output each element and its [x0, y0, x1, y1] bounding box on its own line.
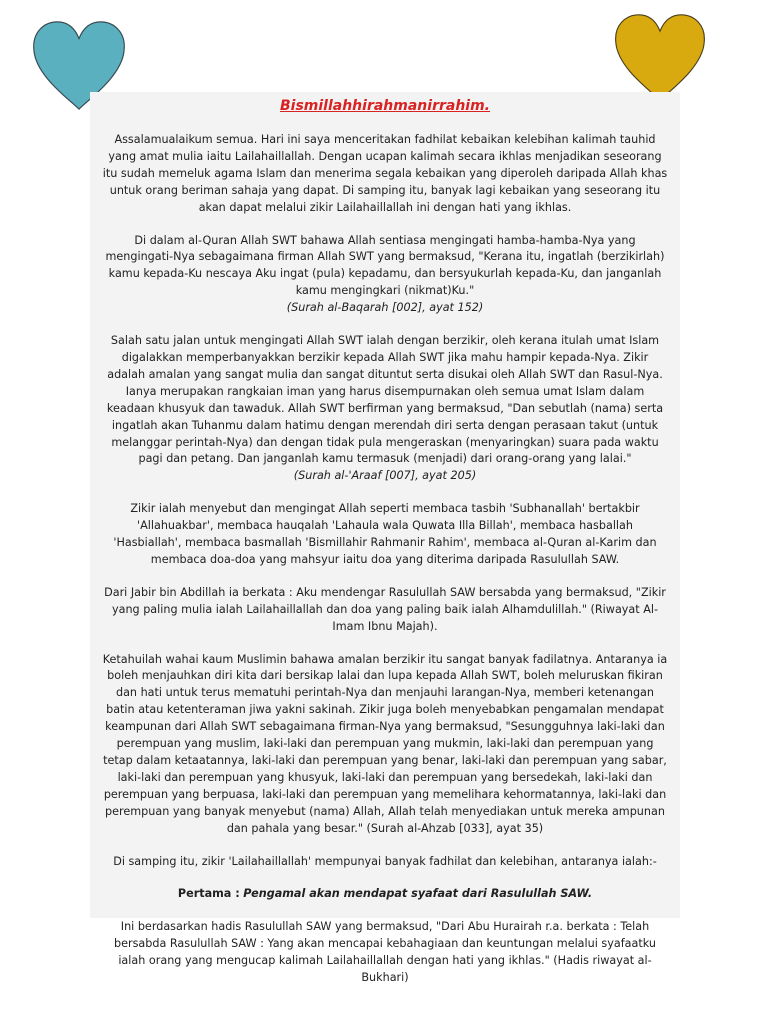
- pertama-heading: [102, 886, 668, 903]
- pertama-label: Pertama :: [177, 887, 240, 901]
- article-title: Bismillahhirahmanirrahim.: [279, 98, 490, 114]
- ketahuilah-paragraph: [102, 652, 668, 838]
- hadis-paragraph: [102, 919, 668, 987]
- quran-1-text: Di dalam al-Quran Allah SWT bahawa Allah sentiasa mengingati hamba-hamba-Nya yang mengingati-Nya sebagaimana firman Allah SWT yang bermaksud, "Kerana itu, ingatlah (berzikirlah) kamu kepada-Ku nescaya Aku ingat (pula) kepadamu, dan bersyukurlah kepada-Ku, dan janganlah kamu mengingkari (nikmat)Ku.": [105, 233, 665, 298]
- intro-paragraph: [102, 132, 668, 217]
- quran-2-reference: (Surah al-'Araaf [007], ayat 205): [293, 469, 477, 483]
- pertama-text: Pengamal akan mendapat syafaat dari Rasulullah SAW.: [243, 887, 593, 901]
- heart-right-shape: [616, 15, 705, 100]
- quran-paragraph-1: [102, 233, 668, 318]
- article-panel: [90, 92, 680, 985]
- ketahuilah-text: Ketahuilah wahai kaum Muslimin bahawa amalan berzikir itu sangat banyak fadilatnya. Antaranya ia boleh menjauhkan diri kita dari bersikap lalai dan lupa kepada Allah SWT, boleh meluruskan fikiran dan hati untuk terus mematuhi perintah-Nya dan menjauhi larangan-Nya, memberi ketenangan batin atau ketenteraman jiwa yakni sakinah. Zikir juga boleh menyebabkan pengamalan mendapat keampunan dari Allah SWT sebagaimana firman-Nya yang bermaksud, "Sesungguhnya laki-laki dan perempuan yang muslim, laki-laki dan perempuan yang mukmin, laki-laki dan perempuan yang tetap dalam ketaatannya, laki-laki dan perempuan yang benar, laki-laki dan perempuan yang sabar, laki-laki dan perempuan yang khusyuk, laki-laki dan perempuan yang bersedekah, laki-laki dan perempuan yang berpuasa, laki-laki dan perempuan yang memelihara kehormatannya, laki-laki dan perempuan yang banyak menyebut (nama) Allah, Allah telah menyediakan untuk mereka ampunan dan pahala yang besar." (Surah al-Ahzab [033], ayat 35): [102, 652, 668, 835]
- samping-paragraph: [102, 854, 668, 871]
- zikir-text: Zikir ialah menyebut dan mengingat Allah seperti membaca tasbih 'Subhanallah' bertakbir 'Allahuakbar', membaca hauqalah 'Lahaula wala Quwata Illa Billah', membaca hasballah 'Hasbiallah', membaca basmallah 'Bismillahir Rahmanir Rahim', membaca al-Quran al-Karim dan membaca doa-doa yang mahsyur iaitu doa yang diterima daripada Rasulullah SAW.: [113, 502, 657, 566]
- quran-2-text: Salah satu jalan untuk mengingati Allah SWT ialah dengan berzikir, oleh kerana itulah umat Islam digalakkan memperbanyakkan berzikir kepada Allah SWT jika mahu hampir kepada-Nya. Zikir adalah amalan yang sangat mulia dan sangat dituntut serta disukai oleh Allah SWT dan Rasul-Nya. Ianya merupakan rangkaian iman yang harus disempurnakan oleh semua umat Islam dalam keadaan khusyuk dan tawaduk. Allah SWT berfirman yang bermaksud, "Dan sebutlah (nama) serta ingatlah akan Tuhanmu dalam hatimu dengan merendah diri serta dengan perasaan takut (untuk melanggar perintah-Nya) dan dengan tidak pula mengeraskan (menyaringkan) suara pada waktu pagi dan petang. Dan janganlah kamu termasuk (menjadi) dari orang-orang yang lalai.": [106, 334, 664, 466]
- jabir-text: Dari Jabir bin Abdillah ia berkata : Aku mendengar Rasulullah SAW bersabda yang bermaksud, "Zikir yang paling mulia ialah Lailahaillallah dan doa yang paling baik ialah Alhamdulillah." (Riwayat Al-Imam Ibnu Majah).: [104, 585, 666, 633]
- zikir-paragraph: [102, 501, 668, 569]
- samping-text: Di samping itu, zikir 'Lailahaillallah' mempunyai banyak fadhilat dan kelebihan, antaranya ialah:-: [113, 854, 657, 868]
- intro-text: Assalamualaikum semua. Hari ini saya menceritakan fadhilat kebaikan kelebihan kalimah tauhid yang amat mulia iaitu Lailahaillallah. Dengan ucapan kalimah secara ikhlas menjadikan seseorang itu sudah memeluk agama Islam dan menerima segala kebaikan yang diperoleh daripada Allah khas untuk orang beriman sahaja yang dapat. Di samping itu, banyak lagi kebaikan yang seseorang itu akan dapat melalui zikir Lailahaillallah ini dengan hati yang ikhlas.: [102, 133, 668, 214]
- quran-paragraph-2: [102, 333, 668, 485]
- jabir-paragraph: [102, 585, 668, 636]
- quran-1-reference: (Surah al-Baqarah [002], ayat 152): [286, 301, 484, 315]
- hadis-text: Ini berdasarkan hadis Rasulullah SAW yang bermaksud, "Dari Abu Hurairah r.a. berkata : Telah bersabda Rasulullah SAW : Yang akan mencapai kebahagiaan dan keuntungan melalui syafaatku ialah orang yang mengucap kalimah Lailahaillallah dengan hati yang ikhlas." (Hadis riwayat al-Bukhari): [114, 920, 656, 985]
